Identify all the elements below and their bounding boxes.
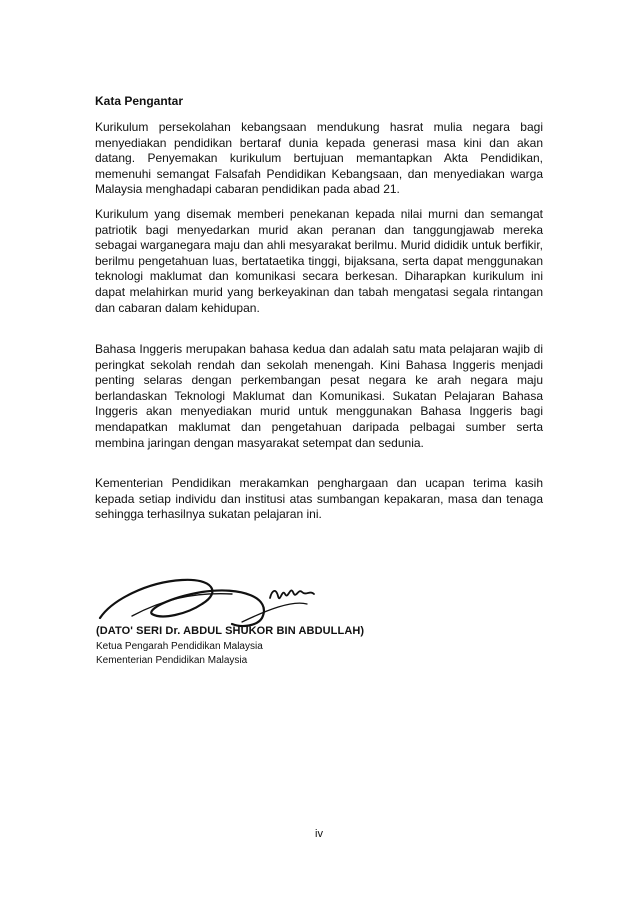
signature-block <box>92 570 412 680</box>
paragraph-1: Kurikulum persekolahan kebangsaan mendukung hasrat mulia negara bagi menyediakan pendidikan bertaraf dunia kepada generasi masa kini dan akan datang. Penyemakan kurikulum bertujuan memantapkan Akta Pendidikan, memenuhi semangat Falsafah Pendidikan Kebangsaan, dan menyediakan warga Malaysia menghadapi cabaran pendidikan pada abad 21. <box>95 120 543 197</box>
handwritten-signature <box>92 570 412 630</box>
paragraph-4: Kementerian Pendidikan merakamkan penghargaan dan ucapan terima kasih kepada setiap individu dan institusi atas sumbangan kepakaran, masa dan tenaga sehingga terhasilnya sukatan pelajaran ini. <box>95 476 543 522</box>
paragraph-2: Kurikulum yang disemak memberi penekanan kepada nilai murni dan semangat patriotik bagi menyedarkan murid akan peranan dan tanggungjawab mereka sebagai warganegara maju dan ahli mesyarakat berilmu. Murid dididik untuk berfikir, berilmu pengetahuan luas, bertataetika tinggi, bijaksana, serta dapat menggunakan teknologi maklumat dan komunikasi secara berkesan. Diharapkan kurikulum ini dapat melahirkan murid yang berkeyakinan dan tabah mengatasi segala rintangan dan cabaran dalam kehidupan. <box>95 207 543 315</box>
signatory-title: Ketua Pengarah Pendidikan Malaysia <box>96 641 263 652</box>
signatory-name: (DATO' SERI Dr. ABDUL SHUKOR BIN ABDULLAH) <box>96 625 365 637</box>
paragraph-3: Bahasa Inggeris merupakan bahasa kedua dan adalah satu mata pelajaran wajib di peringkat sekolah rendah dan sekolah menengah. Kini Bahasa Inggeris menjadi penting selaras dengan perkembangan pesat negara ke arah negara maju berlandaskan Teknologi Maklumat dan Komunikasi. Sukatan Pelajaran Bahasa Inggeris akan menyediakan murid untuk menggunakan Bahasa Inggeris bagi mendapatkan maklumat dan pengetahuan daripada pelbagai sumber serta membina jaringan dengan masyarakat setempat dan sedunia. <box>95 342 543 450</box>
page-number: iv <box>315 828 323 840</box>
signatory-organization: Kementerian Pendidikan Malaysia <box>96 655 248 666</box>
page-title: Kata Pengantar <box>95 94 184 108</box>
